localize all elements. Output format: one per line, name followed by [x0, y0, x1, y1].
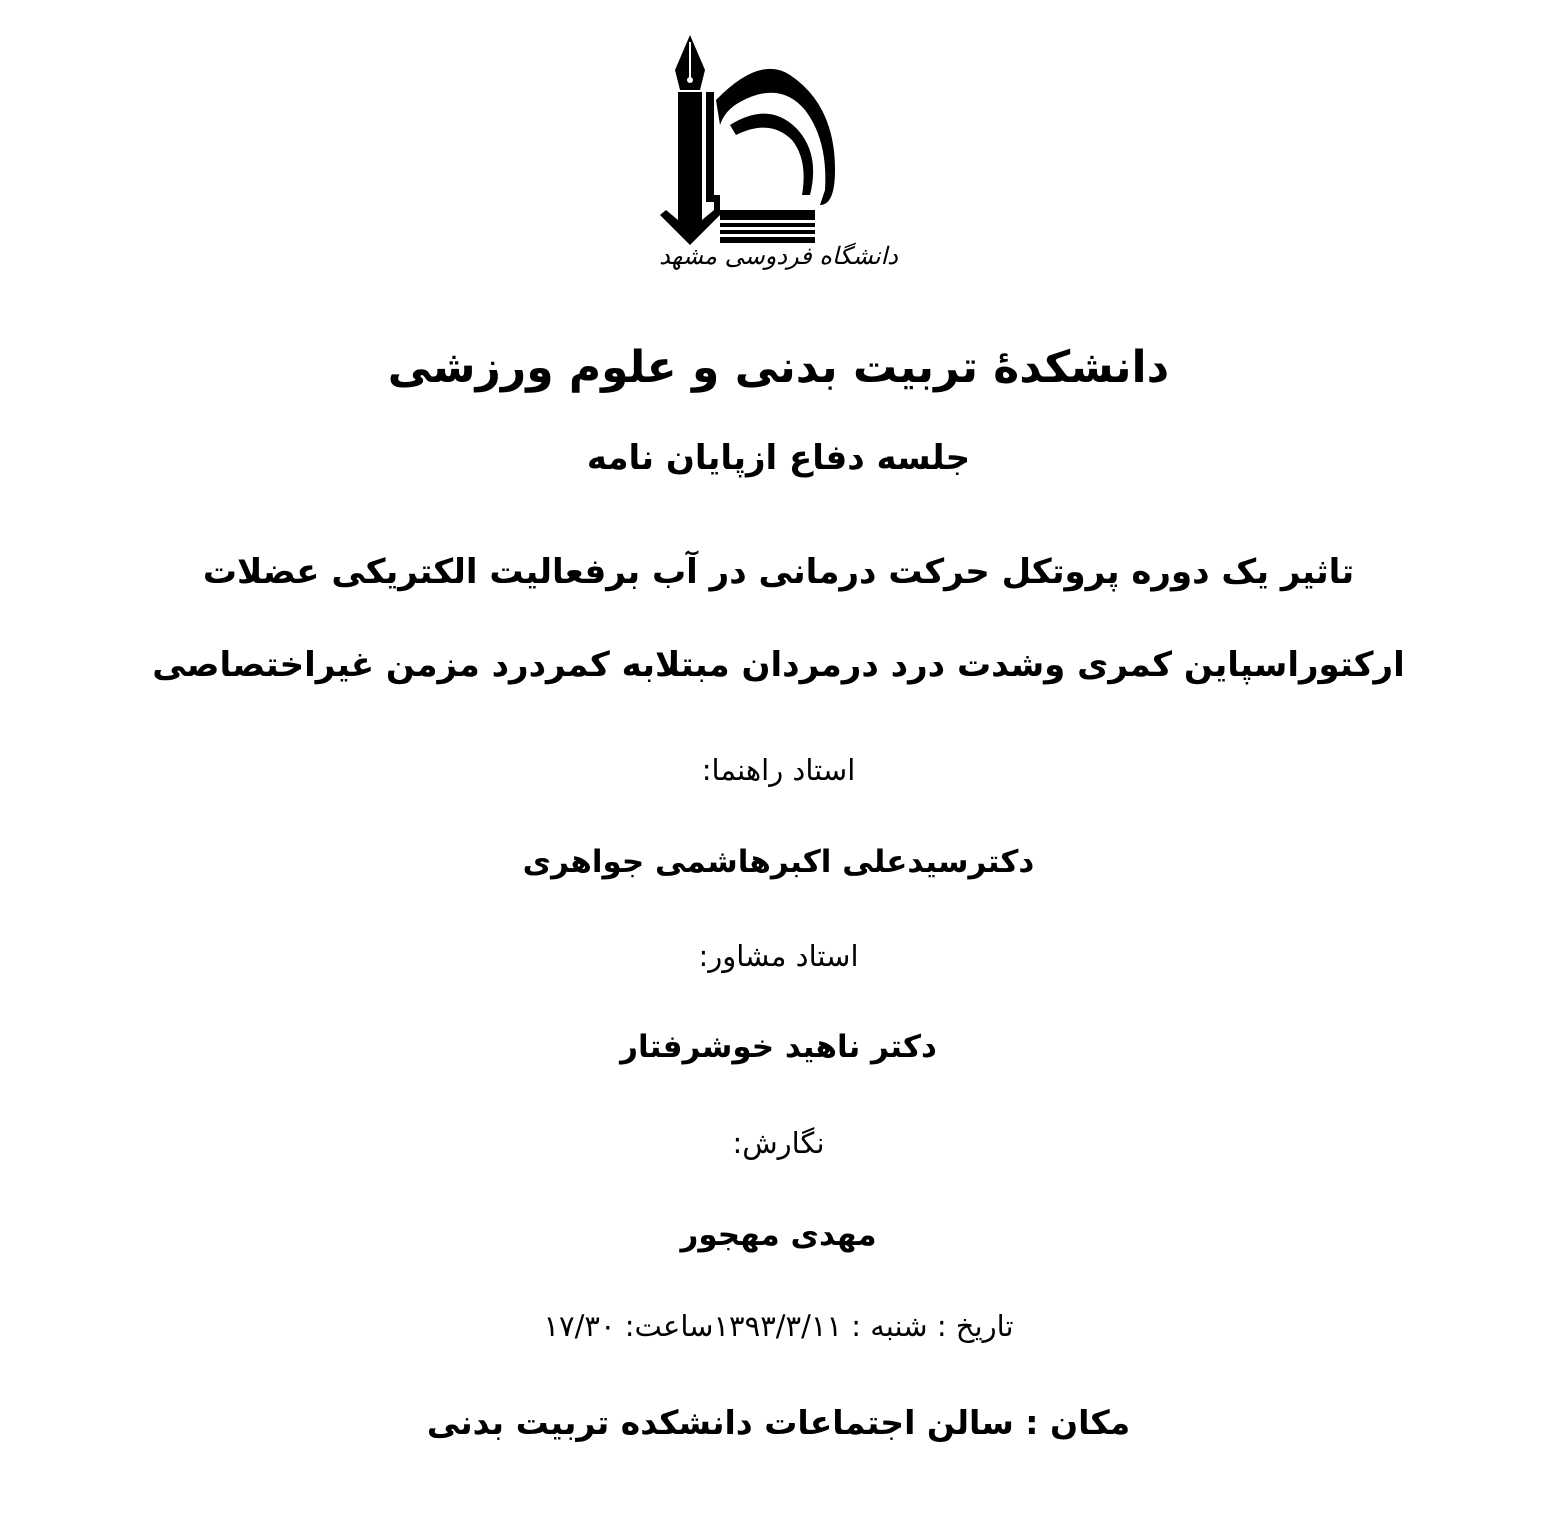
- thesis-title-line2: ارکتوراسپاین کمری وشدت درد درمردان مبتلابه کمردرد مزمن غیراختصاصی: [152, 645, 1405, 685]
- author-name: مهدی مهجور: [680, 1217, 877, 1253]
- faculty-title: دانشکدهٔ تربیت بدنی و علوم ورزشی: [387, 342, 1170, 393]
- logo-caption: دانشگاه فردوسی مشهد: [659, 242, 898, 270]
- supervisor-label: استاد راهنما:: [701, 753, 856, 787]
- advisor-label: استاد مشاور:: [698, 939, 859, 973]
- date-line: تاریخ : شنبه : ۱۳۹۳/۳/۱۱ساعت: ۱۷/۳۰: [543, 1309, 1014, 1343]
- advisor-name: دکتر ناهید خوشرفتار: [620, 1029, 937, 1065]
- location-line: مکان : سالن اجتماعات دانشکده تربیت بدنی: [426, 1403, 1131, 1442]
- session-title: جلسه دفاع ازپایان نامه: [586, 438, 971, 478]
- supervisor-name: دکترسیدعلی اکبرهاشمی جواهری: [522, 844, 1035, 880]
- author-label: نگارش:: [732, 1126, 825, 1160]
- thesis-title-line1: تاثیر یک دوره پروتکل حرکت درمانی در آب برفعالیت الکتریکی عضلات: [202, 552, 1355, 592]
